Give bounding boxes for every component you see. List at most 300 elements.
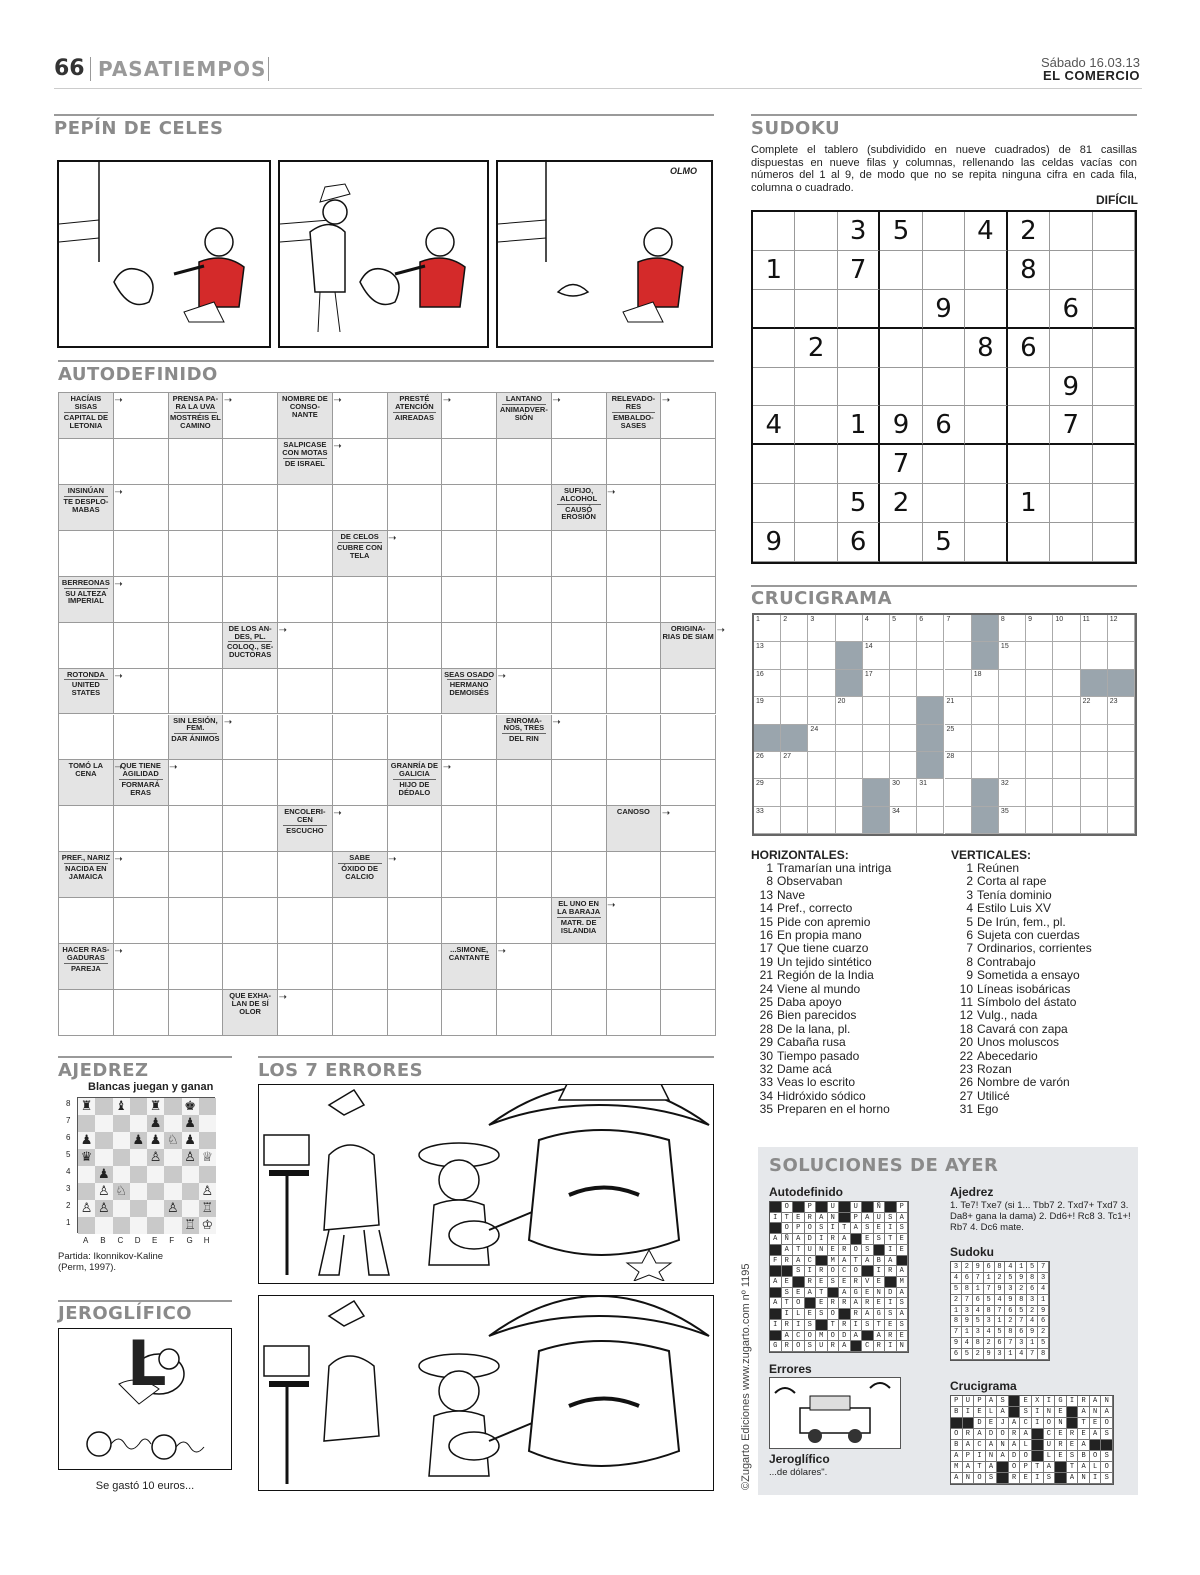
sudoku-cell[interactable] (880, 251, 922, 290)
crossword-cell[interactable] (808, 615, 835, 642)
answer-cell[interactable] (388, 715, 443, 761)
answer-cell[interactable] (59, 806, 114, 852)
answer-cell[interactable] (661, 990, 716, 1036)
answer-cell[interactable] (169, 898, 224, 944)
crossword-cell[interactable] (754, 752, 781, 779)
answer-cell[interactable] (333, 990, 388, 1036)
answer-cell[interactable] (442, 485, 497, 531)
answer-cell[interactable] (552, 990, 607, 1036)
answer-cell[interactable] (223, 439, 278, 485)
crossword-cell[interactable] (1081, 752, 1108, 779)
sudoku-cell[interactable] (1050, 523, 1092, 562)
solution-cell: M (951, 1462, 963, 1473)
answer-cell[interactable] (442, 439, 497, 485)
crossword-cell[interactable] (1053, 670, 1080, 697)
sudoku-cell[interactable] (753, 329, 795, 368)
answer-cell[interactable] (497, 623, 552, 669)
answer-cell[interactable] (552, 806, 607, 852)
answer-cell[interactable] (333, 623, 388, 669)
crossword-cell[interactable] (1026, 670, 1053, 697)
clue-number: 29 (759, 1035, 773, 1050)
sudoku-cell[interactable] (880, 290, 922, 329)
crossword-cell[interactable] (781, 752, 808, 779)
crossword-cell[interactable] (890, 642, 917, 669)
sudoku-cell[interactable] (753, 290, 795, 329)
answer-cell[interactable] (333, 760, 388, 806)
answer-cell[interactable] (223, 944, 278, 990)
crossword-cell[interactable] (945, 697, 972, 724)
sudoku-cell[interactable] (1093, 329, 1135, 368)
crossword-cell[interactable] (917, 779, 944, 806)
answer-cell[interactable] (223, 531, 278, 577)
sudoku-cell[interactable] (838, 445, 880, 484)
answer-cell[interactable] (661, 485, 716, 531)
crossword-cell[interactable] (999, 752, 1026, 779)
solution-cell: G (770, 1341, 782, 1352)
answer-cell[interactable] (552, 531, 607, 577)
answer-cell[interactable] (278, 577, 333, 623)
sudoku-cell[interactable] (795, 368, 837, 407)
crossword-cell[interactable] (781, 670, 808, 697)
answer-cell[interactable] (114, 990, 169, 1036)
sudoku-cell[interactable] (965, 251, 1007, 290)
crossword-cell[interactable] (972, 670, 999, 697)
solution-cell: I (1032, 1418, 1044, 1429)
answer-cell[interactable] (607, 623, 662, 669)
solution-cell: A (1090, 1429, 1102, 1440)
answer-cell[interactable] (59, 439, 114, 485)
answer-cell[interactable] (114, 898, 169, 944)
crossword-cell[interactable] (781, 697, 808, 724)
autodefinido-grid (58, 392, 725, 1036)
sudoku-cell[interactable] (880, 368, 922, 407)
crossword-cell[interactable] (1081, 615, 1108, 642)
sudoku-cell[interactable] (965, 445, 1007, 484)
crossword-cell[interactable] (945, 725, 972, 752)
sudoku-cell[interactable] (795, 251, 837, 290)
sudoku-cell[interactable] (795, 406, 837, 445)
crossword-cell[interactable] (808, 642, 835, 669)
crossword-cell[interactable] (1053, 615, 1080, 642)
crossword-cell[interactable] (863, 615, 890, 642)
crossword-cell[interactable] (1108, 642, 1135, 669)
answer-cell[interactable] (59, 715, 114, 761)
answer-cell[interactable] (607, 439, 662, 485)
solution-cell: M (897, 1277, 909, 1288)
answer-cell[interactable] (223, 669, 278, 715)
sudoku-cell[interactable] (1050, 329, 1092, 368)
answer-cell[interactable] (169, 577, 224, 623)
answer-cell[interactable] (497, 485, 552, 531)
crossword-cell[interactable] (836, 725, 863, 752)
sudoku-cell[interactable] (795, 212, 837, 251)
answer-cell[interactable] (114, 439, 169, 485)
crossword-cell[interactable] (863, 752, 890, 779)
crossword-cell[interactable] (1108, 807, 1135, 834)
answer-cell[interactable] (552, 944, 607, 990)
answer-cell[interactable] (552, 439, 607, 485)
answer-cell[interactable] (223, 852, 278, 898)
sudoku-cell[interactable] (753, 484, 795, 523)
crossword-cell[interactable] (1053, 697, 1080, 724)
solution-cell: R (839, 1320, 851, 1331)
sudoku-cell[interactable] (795, 290, 837, 329)
crossword-cell[interactable] (1108, 752, 1135, 779)
sudoku-cell[interactable] (1093, 523, 1135, 562)
answer-cell[interactable] (552, 760, 607, 806)
sudoku-cell[interactable] (880, 523, 922, 562)
crossword-cell[interactable] (863, 642, 890, 669)
answer-cell[interactable] (388, 669, 443, 715)
sudoku-cell[interactable] (1008, 406, 1050, 445)
crossword-cell[interactable] (1081, 725, 1108, 752)
crossword-cell[interactable] (945, 752, 972, 779)
sudoku-cell[interactable] (1093, 290, 1135, 329)
answer-cell[interactable] (661, 760, 716, 806)
answer-cell[interactable] (333, 485, 388, 531)
crossword-cell[interactable] (890, 779, 917, 806)
sudoku-cell[interactable] (838, 329, 880, 368)
answer-cell[interactable] (607, 990, 662, 1036)
sudoku-cell[interactable] (923, 484, 965, 523)
crossword-cell[interactable] (1053, 752, 1080, 779)
answer-cell[interactable] (607, 577, 662, 623)
answer-cell[interactable] (497, 577, 552, 623)
answer-cell[interactable] (661, 852, 716, 898)
sudoku-cell[interactable] (923, 445, 965, 484)
answer-cell[interactable] (169, 485, 224, 531)
sudoku-cell[interactable] (965, 484, 1007, 523)
answer-cell[interactable] (607, 669, 662, 715)
crossword-cell[interactable] (890, 752, 917, 779)
answer-cell[interactable] (661, 944, 716, 990)
crossword-cell[interactable] (781, 807, 808, 834)
crossword-cell[interactable] (890, 670, 917, 697)
arrow-right-icon: ➝ (607, 900, 616, 912)
crossword-cell[interactable] (808, 725, 835, 752)
crossword-cell[interactable] (1026, 615, 1053, 642)
crossword-cell[interactable] (754, 697, 781, 724)
chess-square (182, 1183, 199, 1200)
solution-cell: C (805, 1256, 817, 1267)
crossword-cell[interactable] (808, 779, 835, 806)
answer-cell[interactable] (442, 990, 497, 1036)
crossword-cell[interactable] (1108, 615, 1135, 642)
answer-cell[interactable] (442, 531, 497, 577)
answer-cell[interactable] (223, 577, 278, 623)
sudoku-cell[interactable] (1050, 445, 1092, 484)
crossword-cell[interactable] (1081, 779, 1108, 806)
solution-cell: I (1032, 1473, 1044, 1484)
answer-cell[interactable] (333, 944, 388, 990)
sudoku-cell[interactable] (1093, 251, 1135, 290)
answer-cell[interactable] (661, 439, 716, 485)
answer-cell[interactable] (661, 898, 716, 944)
answer-cell[interactable] (114, 715, 169, 761)
solution-cell: U (851, 1202, 863, 1213)
crossword-cell[interactable] (836, 752, 863, 779)
answer-cell[interactable] (278, 760, 333, 806)
answer-cell[interactable] (497, 531, 552, 577)
sudoku-cell[interactable] (1008, 523, 1050, 562)
answer-cell[interactable] (497, 760, 552, 806)
solution-cell: A (897, 1288, 909, 1299)
answer-cell[interactable] (607, 760, 662, 806)
crossword-cell[interactable] (808, 697, 835, 724)
crossword-cell[interactable] (1026, 779, 1053, 806)
answer-cell[interactable] (497, 806, 552, 852)
answer-cell[interactable] (552, 577, 607, 623)
sudoku-cell[interactable] (965, 368, 1007, 407)
answer-cell[interactable] (223, 898, 278, 944)
crossword-cell[interactable] (999, 807, 1026, 834)
answer-cell[interactable] (661, 715, 716, 761)
sudoku-cell[interactable] (1093, 484, 1135, 523)
answer-cell[interactable] (661, 669, 716, 715)
sudoku-cell[interactable] (838, 290, 880, 329)
sudoku-cell[interactable] (1008, 368, 1050, 407)
sudoku-cell[interactable] (1050, 212, 1092, 251)
definition-a: DE CELOS (340, 531, 379, 541)
sudoku-cell[interactable] (965, 290, 1007, 329)
answer-cell[interactable] (661, 531, 716, 577)
answer-cell[interactable] (442, 898, 497, 944)
answer-cell[interactable] (59, 531, 114, 577)
answer-cell[interactable] (278, 531, 333, 577)
crossword-cell[interactable] (1108, 779, 1135, 806)
crossword-cell[interactable] (917, 615, 944, 642)
answer-cell[interactable] (223, 760, 278, 806)
solution-cell: R (839, 1245, 851, 1256)
solution-cell: T (851, 1256, 863, 1267)
crossword-cell[interactable] (999, 615, 1026, 642)
answer-cell[interactable] (388, 944, 443, 990)
answer-cell[interactable] (442, 806, 497, 852)
crossword-cell[interactable] (917, 670, 944, 697)
crossword-cell[interactable] (890, 615, 917, 642)
solution-cell: T (1032, 1462, 1044, 1473)
crossword-cell[interactable] (1108, 697, 1135, 724)
crossword-cell[interactable] (1053, 725, 1080, 752)
crossword-cell[interactable] (863, 670, 890, 697)
crossword-cell[interactable] (754, 779, 781, 806)
crossword-cell[interactable] (808, 670, 835, 697)
answer-cell[interactable] (388, 623, 443, 669)
answer-cell[interactable] (497, 852, 552, 898)
sudoku-cell[interactable] (965, 406, 1007, 445)
sudoku-cell[interactable] (923, 251, 965, 290)
crossword-cell[interactable] (972, 752, 999, 779)
sudoku-cell[interactable] (1093, 212, 1135, 251)
answer-cell[interactable] (169, 623, 224, 669)
sudoku-cell[interactable] (753, 212, 795, 251)
crossword-cell[interactable] (1053, 642, 1080, 669)
solution-cell: T (839, 1223, 851, 1234)
answer-cell[interactable] (114, 623, 169, 669)
crossword-cell[interactable] (1081, 697, 1108, 724)
crossword-cell[interactable] (1026, 807, 1053, 834)
crossword-cell[interactable] (754, 615, 781, 642)
crossword-cell[interactable] (972, 725, 999, 752)
crossword-cell[interactable] (1053, 807, 1080, 834)
answer-cell[interactable] (278, 669, 333, 715)
sudoku-cell[interactable] (1050, 251, 1092, 290)
answer-cell[interactable] (552, 669, 607, 715)
answer-cell[interactable] (169, 990, 224, 1036)
answer-cell[interactable] (59, 623, 114, 669)
sudoku-cell[interactable] (838, 368, 880, 407)
answer-cell[interactable] (169, 531, 224, 577)
crossword-cell[interactable] (1026, 697, 1053, 724)
crossword-cell[interactable] (836, 779, 863, 806)
crossword-cell[interactable] (999, 670, 1026, 697)
clue-text: Abecedario (977, 1048, 1038, 1063)
answer-cell[interactable] (388, 439, 443, 485)
answer-cell[interactable] (333, 577, 388, 623)
answer-cell[interactable] (497, 898, 552, 944)
answer-cell[interactable] (169, 806, 224, 852)
answer-cell[interactable] (278, 898, 333, 944)
block-cell (781, 725, 808, 752)
crossword-cell[interactable] (999, 725, 1026, 752)
crossword-cell[interactable] (1081, 642, 1108, 669)
definition-text (278, 439, 332, 468)
crossword-cell[interactable] (781, 615, 808, 642)
answer-cell[interactable] (607, 944, 662, 990)
sudoku-cell[interactable] (880, 329, 922, 368)
definition-b: DEL RIN (508, 734, 539, 744)
sudoku-cell[interactable] (1050, 484, 1092, 523)
crossword-cell[interactable] (917, 807, 944, 834)
answer-cell[interactable] (223, 806, 278, 852)
definition-a: SALPICASE CON MOTAS (282, 439, 328, 457)
crossword-cell[interactable] (999, 779, 1026, 806)
crossword-cell[interactable] (945, 807, 972, 834)
crossword-cell[interactable] (1026, 725, 1053, 752)
answer-cell[interactable] (442, 715, 497, 761)
answer-cell[interactable] (278, 944, 333, 990)
definition-text (497, 715, 551, 744)
crossword-cell[interactable] (1108, 725, 1135, 752)
arrow-right-icon: ➝ (278, 992, 287, 1004)
crossword-cell[interactable] (808, 807, 835, 834)
answer-cell[interactable] (169, 944, 224, 990)
crossword-cell[interactable] (836, 615, 863, 642)
answer-cell[interactable] (388, 990, 443, 1036)
answer-cell[interactable] (442, 577, 497, 623)
sudoku-cell[interactable] (1008, 290, 1050, 329)
answer-cell[interactable] (223, 485, 278, 531)
jeroglifico-image (58, 1328, 232, 1470)
crossword-cell[interactable] (890, 725, 917, 752)
sudoku-cell[interactable] (965, 523, 1007, 562)
crossword-cell[interactable] (1081, 807, 1108, 834)
answer-cell[interactable] (333, 715, 388, 761)
crossword-cell[interactable] (808, 752, 835, 779)
answer-cell[interactable] (552, 852, 607, 898)
answer-cell[interactable] (497, 439, 552, 485)
answer-cell[interactable] (388, 577, 443, 623)
file-label: B (100, 1236, 106, 1245)
crossword-cell[interactable] (945, 642, 972, 669)
crossword-cell[interactable] (754, 670, 781, 697)
crossword-cell[interactable] (863, 697, 890, 724)
sudoku-cell[interactable] (795, 484, 837, 523)
answer-cell[interactable] (59, 990, 114, 1036)
crossword-cell[interactable] (890, 807, 917, 834)
sudoku-cell[interactable] (1093, 406, 1135, 445)
sudoku-cell[interactable] (923, 329, 965, 368)
sudoku-cell[interactable] (795, 445, 837, 484)
answer-cell[interactable] (607, 715, 662, 761)
answer-cell[interactable] (607, 531, 662, 577)
crossword-cell[interactable] (999, 697, 1026, 724)
crossword-cell[interactable] (917, 642, 944, 669)
answer-cell[interactable] (388, 485, 443, 531)
crossword-cell[interactable] (754, 807, 781, 834)
sudoku-cell: 7 (1050, 406, 1092, 445)
sudoku-cell[interactable] (923, 212, 965, 251)
sudoku-cell[interactable] (795, 523, 837, 562)
crossword-cell[interactable] (781, 779, 808, 806)
crossword-cell[interactable] (781, 642, 808, 669)
answer-cell[interactable] (607, 852, 662, 898)
answer-cell[interactable] (388, 898, 443, 944)
answer-cell[interactable] (442, 852, 497, 898)
crossword-cell[interactable] (863, 725, 890, 752)
sudoku-cell[interactable] (753, 368, 795, 407)
solution-cell: U (874, 1213, 886, 1224)
answer-cell[interactable] (169, 439, 224, 485)
crossword-cell[interactable] (754, 642, 781, 669)
answer-cell[interactable] (497, 990, 552, 1036)
answer-cell[interactable] (333, 898, 388, 944)
answer-cell[interactable] (552, 623, 607, 669)
answer-cell[interactable] (333, 669, 388, 715)
sudoku-cell: 1 (753, 251, 795, 290)
answer-cell[interactable] (388, 806, 443, 852)
answer-cell[interactable] (442, 623, 497, 669)
sudoku-cell[interactable] (1093, 368, 1135, 407)
answer-cell[interactable] (169, 852, 224, 898)
crossword-cell[interactable] (836, 697, 863, 724)
crossword-cell[interactable] (1026, 642, 1053, 669)
answer-cell[interactable] (278, 852, 333, 898)
sudoku-cell[interactable] (1008, 445, 1050, 484)
answer-cell[interactable] (114, 806, 169, 852)
crossword-cell[interactable] (945, 779, 972, 806)
clue-number: 23 (959, 1062, 973, 1076)
answer-cell[interactable] (169, 669, 224, 715)
crossword-cell[interactable] (999, 642, 1026, 669)
answer-cell[interactable] (114, 531, 169, 577)
crossword-cell[interactable] (1053, 779, 1080, 806)
crossword-cell[interactable] (972, 697, 999, 724)
crossword-cell[interactable] (945, 670, 972, 697)
crossword-cell[interactable] (890, 697, 917, 724)
sudoku-cell[interactable] (753, 445, 795, 484)
definition-text (278, 806, 332, 835)
answer-cell[interactable] (59, 898, 114, 944)
sudoku-cell[interactable] (923, 368, 965, 407)
crossword-cell[interactable] (836, 807, 863, 834)
answer-cell[interactable] (278, 715, 333, 761)
crossword-cell[interactable] (1026, 752, 1053, 779)
crossword-cell[interactable] (945, 615, 972, 642)
answer-cell[interactable] (661, 577, 716, 623)
answer-cell[interactable] (278, 485, 333, 531)
sudoku-cell[interactable] (1093, 445, 1135, 484)
